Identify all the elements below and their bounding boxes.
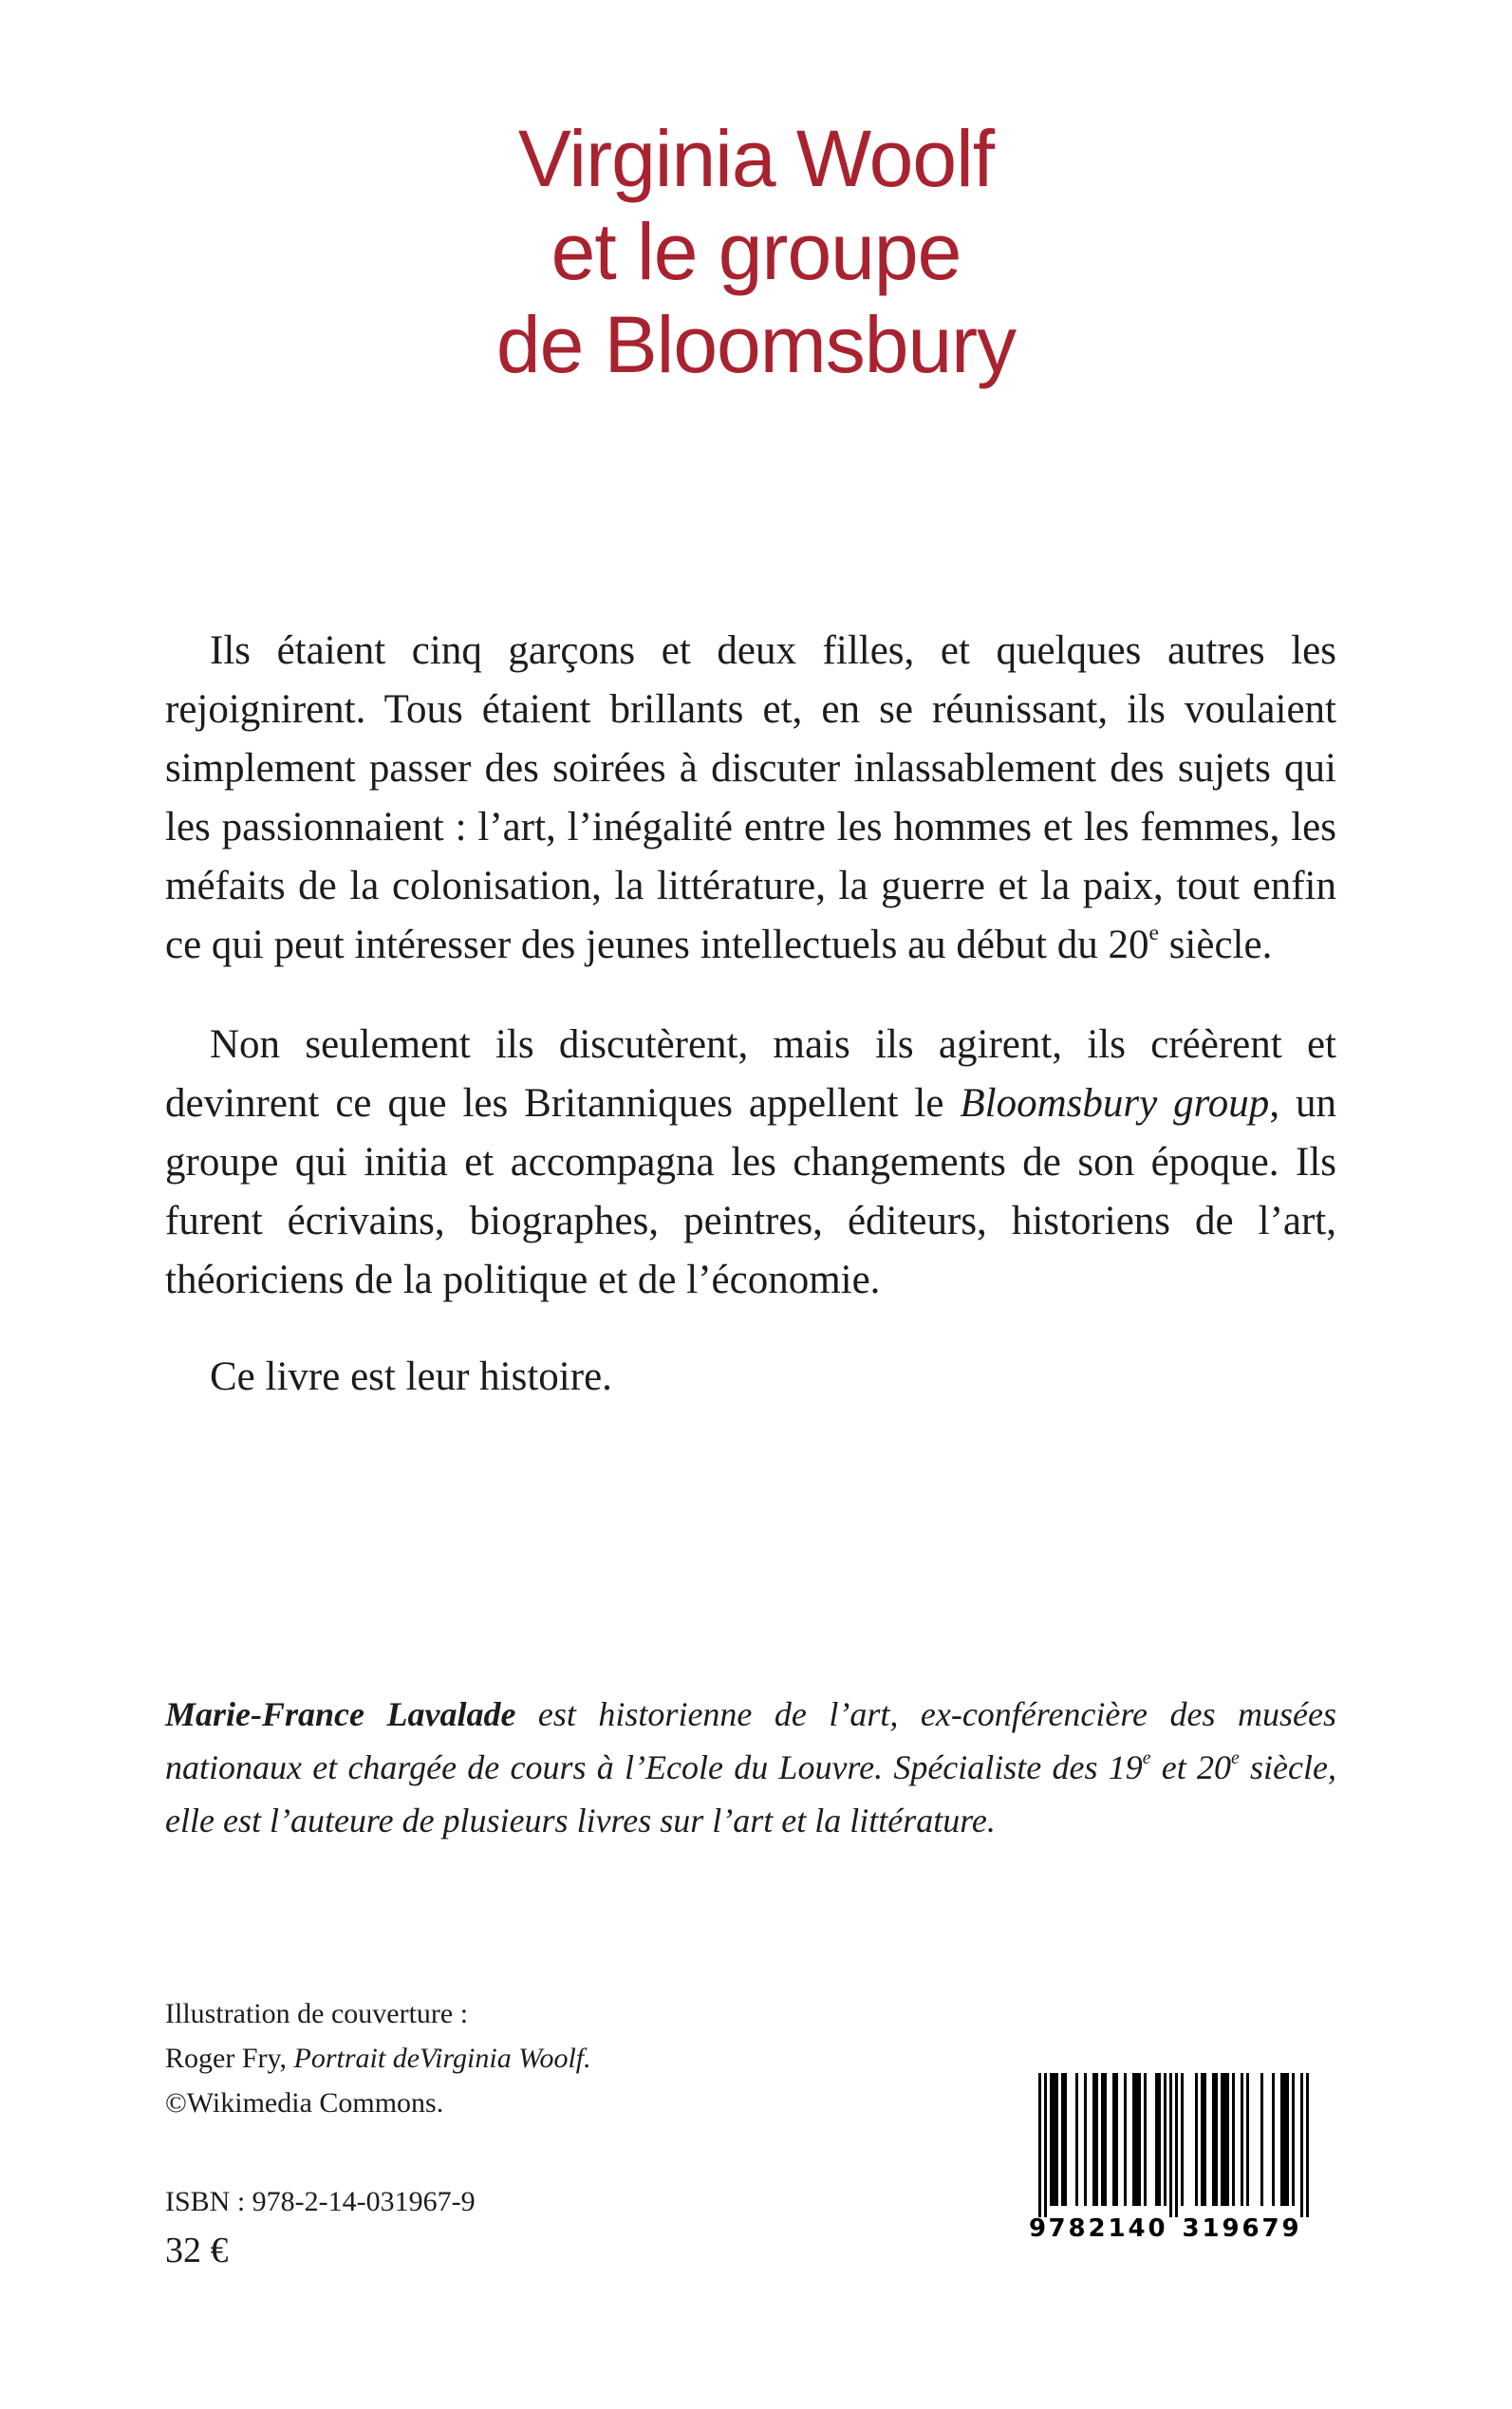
barcode-digit: 3 (1182, 2214, 1200, 2243)
barcode-bar (1124, 2073, 1127, 2206)
barcode-bar (1201, 2073, 1204, 2206)
title-line-3: de Bloomsbury (495, 300, 1017, 389)
barcode-bar (1272, 2073, 1275, 2206)
barcode-bar (1092, 2073, 1095, 2206)
barcode-bar (1084, 2073, 1087, 2206)
blurb-paragraph-1 (165, 622, 1336, 975)
barcode-bar (1175, 2073, 1178, 2217)
p2-start-text: Non seulement ils discutèrent, mais ils agirent, ils créèrent et devinrent ce que les Britanniques appellent le (165, 1022, 1336, 1126)
barcode-bar (1038, 2073, 1041, 2217)
barcode-digit: 9 (1222, 2214, 1240, 2243)
p2-italic-text: Bloomsbury group (960, 1081, 1270, 1126)
barcode-bar (1195, 2073, 1198, 2206)
barcode-bar (1053, 2073, 1055, 2206)
barcode-bar (1212, 2073, 1215, 2206)
barcode-digit: 4 (1128, 2214, 1146, 2243)
credits-label: Illustration de couverture : (165, 1998, 469, 2029)
barcode-bar (1223, 2073, 1226, 2206)
book-title (0, 112, 1512, 391)
barcode-digit: 1 (1202, 2214, 1220, 2243)
barcode-bar (1101, 2073, 1104, 2206)
barcode-bar (1061, 2073, 1064, 2206)
author-bio (165, 1688, 1336, 1847)
barcode-bar (1144, 2073, 1147, 2206)
p1-main-text: Ils étaient cinq garçons et deux filles, et quelques autres les rejoignirent. Tous étaient brillants et, en se réunissant, ils voulaient simplement passer des soirées à discuter inlassablement des sujets qui les passionnaient : l’art, l’inégalité entre les hommes et les femmes, les méfaits de la colonisation, la littérature, la guerre et la paix, tout enfin ce qui peut intéresser des jeunes intellectuels au début du 20 (165, 628, 1336, 967)
barcode-bar (1306, 2073, 1309, 2217)
author-name: Marie-France Lavalade (165, 1695, 516, 1733)
bio-text-1: est historienne de l’art, ex-conférencière des musées nationaux et chargée de cours à l’Ecole du Louvre. Spécialiste des 19 (165, 1695, 1336, 1786)
barcode-bar (1055, 2073, 1058, 2206)
barcode-bar (1232, 2073, 1235, 2206)
credits-work: Portrait deVirginia Woolf. (293, 2043, 591, 2074)
bio-text-2: et 20 (1150, 1748, 1232, 1786)
p1-end-text: siècle. (1158, 923, 1273, 967)
barcode-bar (1292, 2073, 1295, 2206)
barcode-bar (1138, 2073, 1141, 2206)
title-line-1: Virginia Woolf (517, 114, 995, 203)
barcode-bar (1115, 2073, 1118, 2206)
p1-superscript: e (1148, 921, 1159, 946)
barcode-bar (1260, 2073, 1263, 2206)
barcode-graphic (1025, 2067, 1327, 2248)
barcode-bar (1050, 2073, 1053, 2206)
barcode-bar (1169, 2073, 1172, 2217)
p3-text: Ce livre est leur histoire. (210, 1354, 612, 1399)
barcode-bar (1132, 2073, 1135, 2206)
barcode-digit: 6 (1241, 2214, 1260, 2243)
title-line-2: et le groupe (551, 207, 961, 296)
barcode-bar (1135, 2073, 1138, 2206)
barcode-bar (1204, 2073, 1206, 2206)
barcode-digit: 2 (1088, 2214, 1106, 2243)
blurb-paragraph-3 (165, 1348, 1336, 1407)
barcode-bar (1300, 2073, 1303, 2217)
barcode-digit: 9 (1029, 2214, 1047, 2243)
barcode-digit: 7 (1048, 2214, 1066, 2243)
blurb-paragraph-2 (165, 1016, 1336, 1310)
bio-superscript-2: e (1231, 1747, 1240, 1769)
illustration-credits (165, 1991, 591, 2125)
barcode-bar (1286, 2073, 1289, 2206)
barcode-bar (1095, 2073, 1098, 2206)
barcode-bar (1226, 2073, 1229, 2206)
barcode-bar (1075, 2073, 1078, 2206)
barcode-digits (1029, 2214, 1299, 2243)
barcode-bar (1221, 2073, 1223, 2206)
barcode-bar (1064, 2073, 1067, 2206)
price: 32 € (165, 2231, 229, 2270)
barcode-bar (1044, 2073, 1047, 2217)
barcode-bar (1280, 2073, 1283, 2206)
barcode-bar (1283, 2073, 1286, 2206)
credits-source: ©Wikimedia Commons. (165, 2087, 444, 2119)
barcode-bar (1112, 2073, 1115, 2206)
barcode-bar (1155, 2073, 1158, 2206)
barcode-bar (1246, 2073, 1249, 2206)
barcode-bar (1104, 2073, 1107, 2206)
barcode-bar (1241, 2073, 1243, 2206)
isbn: ISBN : 978-2-14-031967-9 (165, 2186, 476, 2217)
barcode-bar (1181, 2073, 1184, 2206)
bio-text-3: siècle, elle est l’auteure de plusieurs livres sur l’art et la littérature. (165, 1748, 1336, 1839)
barcode-bar (1164, 2073, 1167, 2206)
barcode-digit: 8 (1068, 2214, 1086, 2243)
barcode-digit: 1 (1108, 2214, 1126, 2243)
bio-superscript-1: e (1142, 1747, 1151, 1769)
credits-artist: Roger Fry, (165, 2043, 294, 2074)
barcode-bar (1158, 2073, 1161, 2206)
barcode-digit: 9 (1281, 2214, 1299, 2243)
barcode-bar (1215, 2073, 1218, 2206)
barcode-digit: 0 (1148, 2214, 1166, 2243)
p2-end-text: , un groupe qui initia et accompagna les changements de son époque. Ils furent écrivains, biographes, peintres, éditeurs, historiens de l’art, théoriciens de la politique et de l’économie. (165, 1081, 1337, 1302)
credits-artwork (165, 2036, 591, 2081)
barcode-digit: 7 (1261, 2214, 1279, 2243)
barcode (1025, 2067, 1327, 2248)
